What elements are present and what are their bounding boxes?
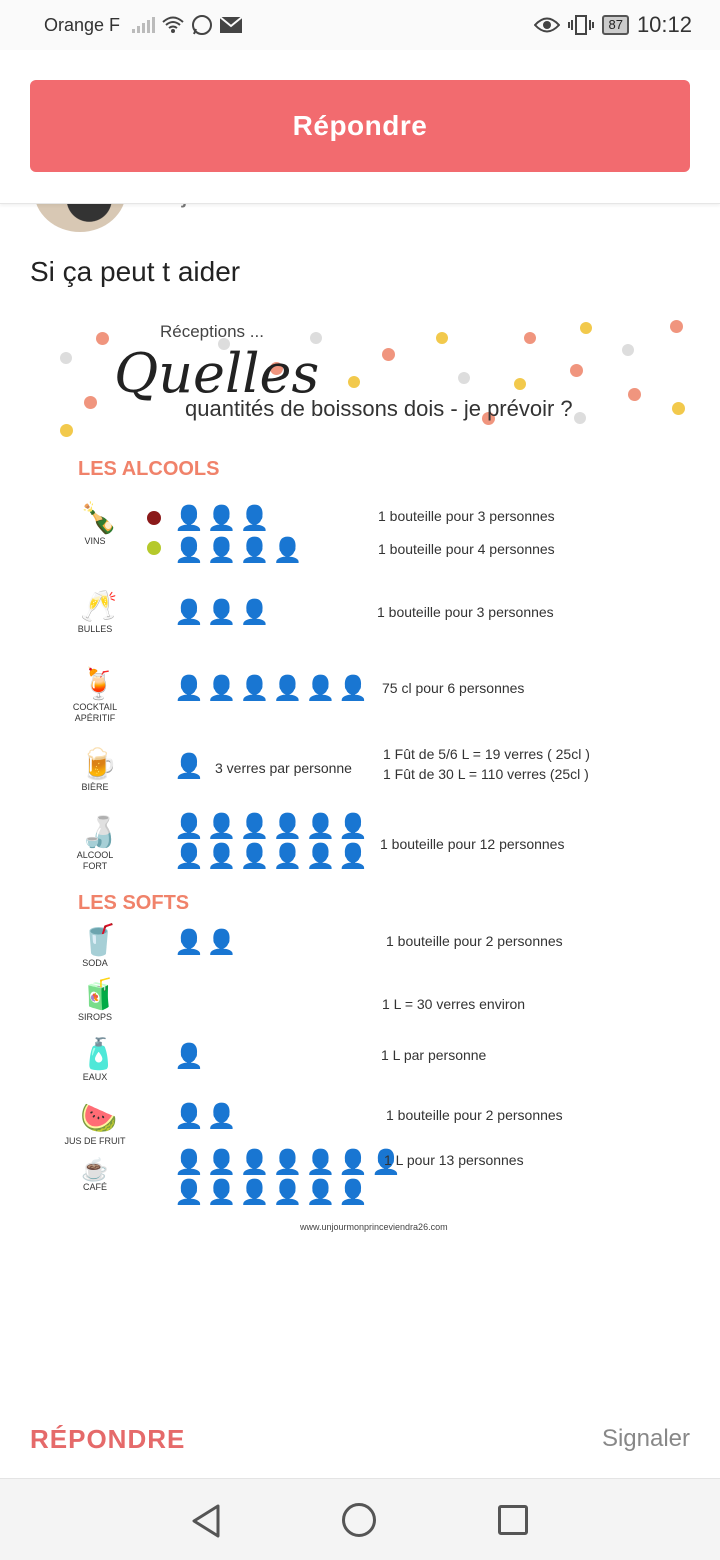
recent-apps-icon[interactable] (498, 1505, 528, 1535)
back-icon[interactable] (190, 1503, 222, 1539)
liquor-bottle-icon: 🍶 ALCOOL FORT (80, 816, 110, 872)
white-wine-dot (147, 541, 161, 555)
people-icons: 👤👤👤👤👤👤 (174, 1179, 372, 1206)
desc-eaux: 1 L par personne (381, 1047, 487, 1063)
desc-sirops: 1 L = 30 verres environ (382, 996, 526, 1012)
signal-icon (132, 17, 155, 33)
eye-icon (534, 16, 560, 34)
desc-biere-line2: 1 Fût de 30 L = 110 verres (25cl ) (383, 766, 589, 782)
desc-cocktail: 75 cl pour 6 personnes (382, 680, 525, 696)
water-bottle-icon: 🧴 EAUX (80, 1038, 110, 1083)
battery-indicator: 87 (602, 15, 628, 35)
desc-cafe: 1 L pour 13 personnes (384, 1152, 524, 1168)
people-icons: 👤👤👤👤👤👤 (174, 843, 372, 870)
beer-icon: 🍺 BIÈRE (80, 748, 110, 793)
carrier-name: Orange F (44, 14, 121, 35)
status-icons-left (132, 14, 243, 36)
people-icons: 👤👤👤👤 (174, 537, 306, 564)
infographic-title: Quelles (114, 342, 320, 405)
source-url: www.unjourmonprinceviendra26.com (300, 1222, 448, 1232)
section-softs: LES SOFTS (78, 892, 190, 914)
home-icon[interactable] (342, 1503, 376, 1537)
whatsapp-icon (191, 14, 213, 36)
cocktail-icon: 🍹 COCKTAIL APÉRITIF (80, 668, 110, 724)
desc-biere-line1: 1 Fût de 5/6 L = 19 verres ( 25cl ) (383, 746, 590, 762)
reply-button[interactable]: Répondre (30, 80, 690, 172)
syrup-bottle-icon: 🧃 SIROPS (80, 978, 110, 1023)
report-link[interactable]: Signaler (601, 1425, 690, 1452)
people-icons: 👤👤 (174, 929, 240, 956)
mail-icon (219, 16, 243, 34)
label-aperitif: APÉRITIF (74, 713, 116, 723)
desc-bulles: 1 bouteille pour 3 personnes (377, 604, 554, 620)
label-cocktail: COCKTAIL (72, 702, 118, 712)
desc-biere-middle: 3 verres par personne (215, 760, 352, 776)
desc-vins-red: 1 bouteille pour 3 personnes (378, 508, 555, 524)
label-cafe: CAFÉ (82, 1182, 107, 1192)
champagne-glass-icon: 🥂 BULLES (80, 590, 110, 635)
label-soda: SODA (82, 958, 108, 968)
people-icons: 👤👤👤 (174, 505, 273, 532)
label-bulles: BULLES (77, 624, 113, 634)
people-icons: 👤👤👤👤👤👤 (174, 813, 372, 840)
wine-bottle-icon: 🍾 VINS (80, 502, 110, 547)
fruit-juice-icon: 🍉 JUS DE FRUIT (80, 1102, 110, 1147)
people-icons: 👤 (174, 753, 207, 780)
wifi-icon (161, 15, 185, 35)
status-bar (0, 0, 720, 50)
coffee-cup-icon: ☕ CAFÉ (80, 1158, 110, 1193)
label-vins: VINS (84, 536, 106, 546)
section-alcools: LES ALCOOLS (78, 458, 220, 480)
label-sirops: SIROPS (77, 1012, 112, 1022)
label-alcool: ALCOOL (76, 850, 114, 860)
reply-link[interactable]: RÉPONDRE (30, 1424, 186, 1454)
status-icons-right (534, 12, 692, 38)
clock: 10:12 (636, 12, 692, 37)
red-wine-dot (147, 511, 161, 525)
people-icons: 👤👤👤 (174, 599, 273, 626)
navigation-bar (0, 1478, 720, 1560)
desc-alcool-fort: 1 bouteille pour 12 personnes (380, 836, 565, 852)
people-icons: 👤 (174, 1043, 207, 1070)
label-eaux: EAUX (82, 1072, 108, 1082)
desc-soda: 1 bouteille pour 2 personnes (386, 933, 563, 949)
desc-vins-white: 1 bouteille pour 4 personnes (378, 541, 555, 557)
label-fort: FORT (82, 861, 108, 871)
people-icons: 👤👤 (174, 1103, 240, 1130)
infographic-pretitle: Réceptions ... (160, 322, 264, 341)
label-biere: BIÈRE (81, 782, 109, 792)
message-text: Si ça peut t aider (30, 256, 241, 287)
label-jus: JUS DE FRUIT (64, 1136, 126, 1146)
infographic-image (50, 312, 700, 1242)
vibrate-icon (568, 14, 594, 36)
reply-header (0, 50, 720, 204)
people-icons: 👤👤👤👤👤👤 (174, 675, 372, 702)
soda-cup-icon: 🥤 SODA (80, 924, 110, 969)
infographic-subtitle: quantités de boissons dois - je prévoir ? (185, 396, 573, 421)
people-icons: 👤👤👤👤👤👤👤 (174, 1149, 405, 1176)
desc-jus: 1 bouteille pour 2 personnes (386, 1107, 563, 1123)
